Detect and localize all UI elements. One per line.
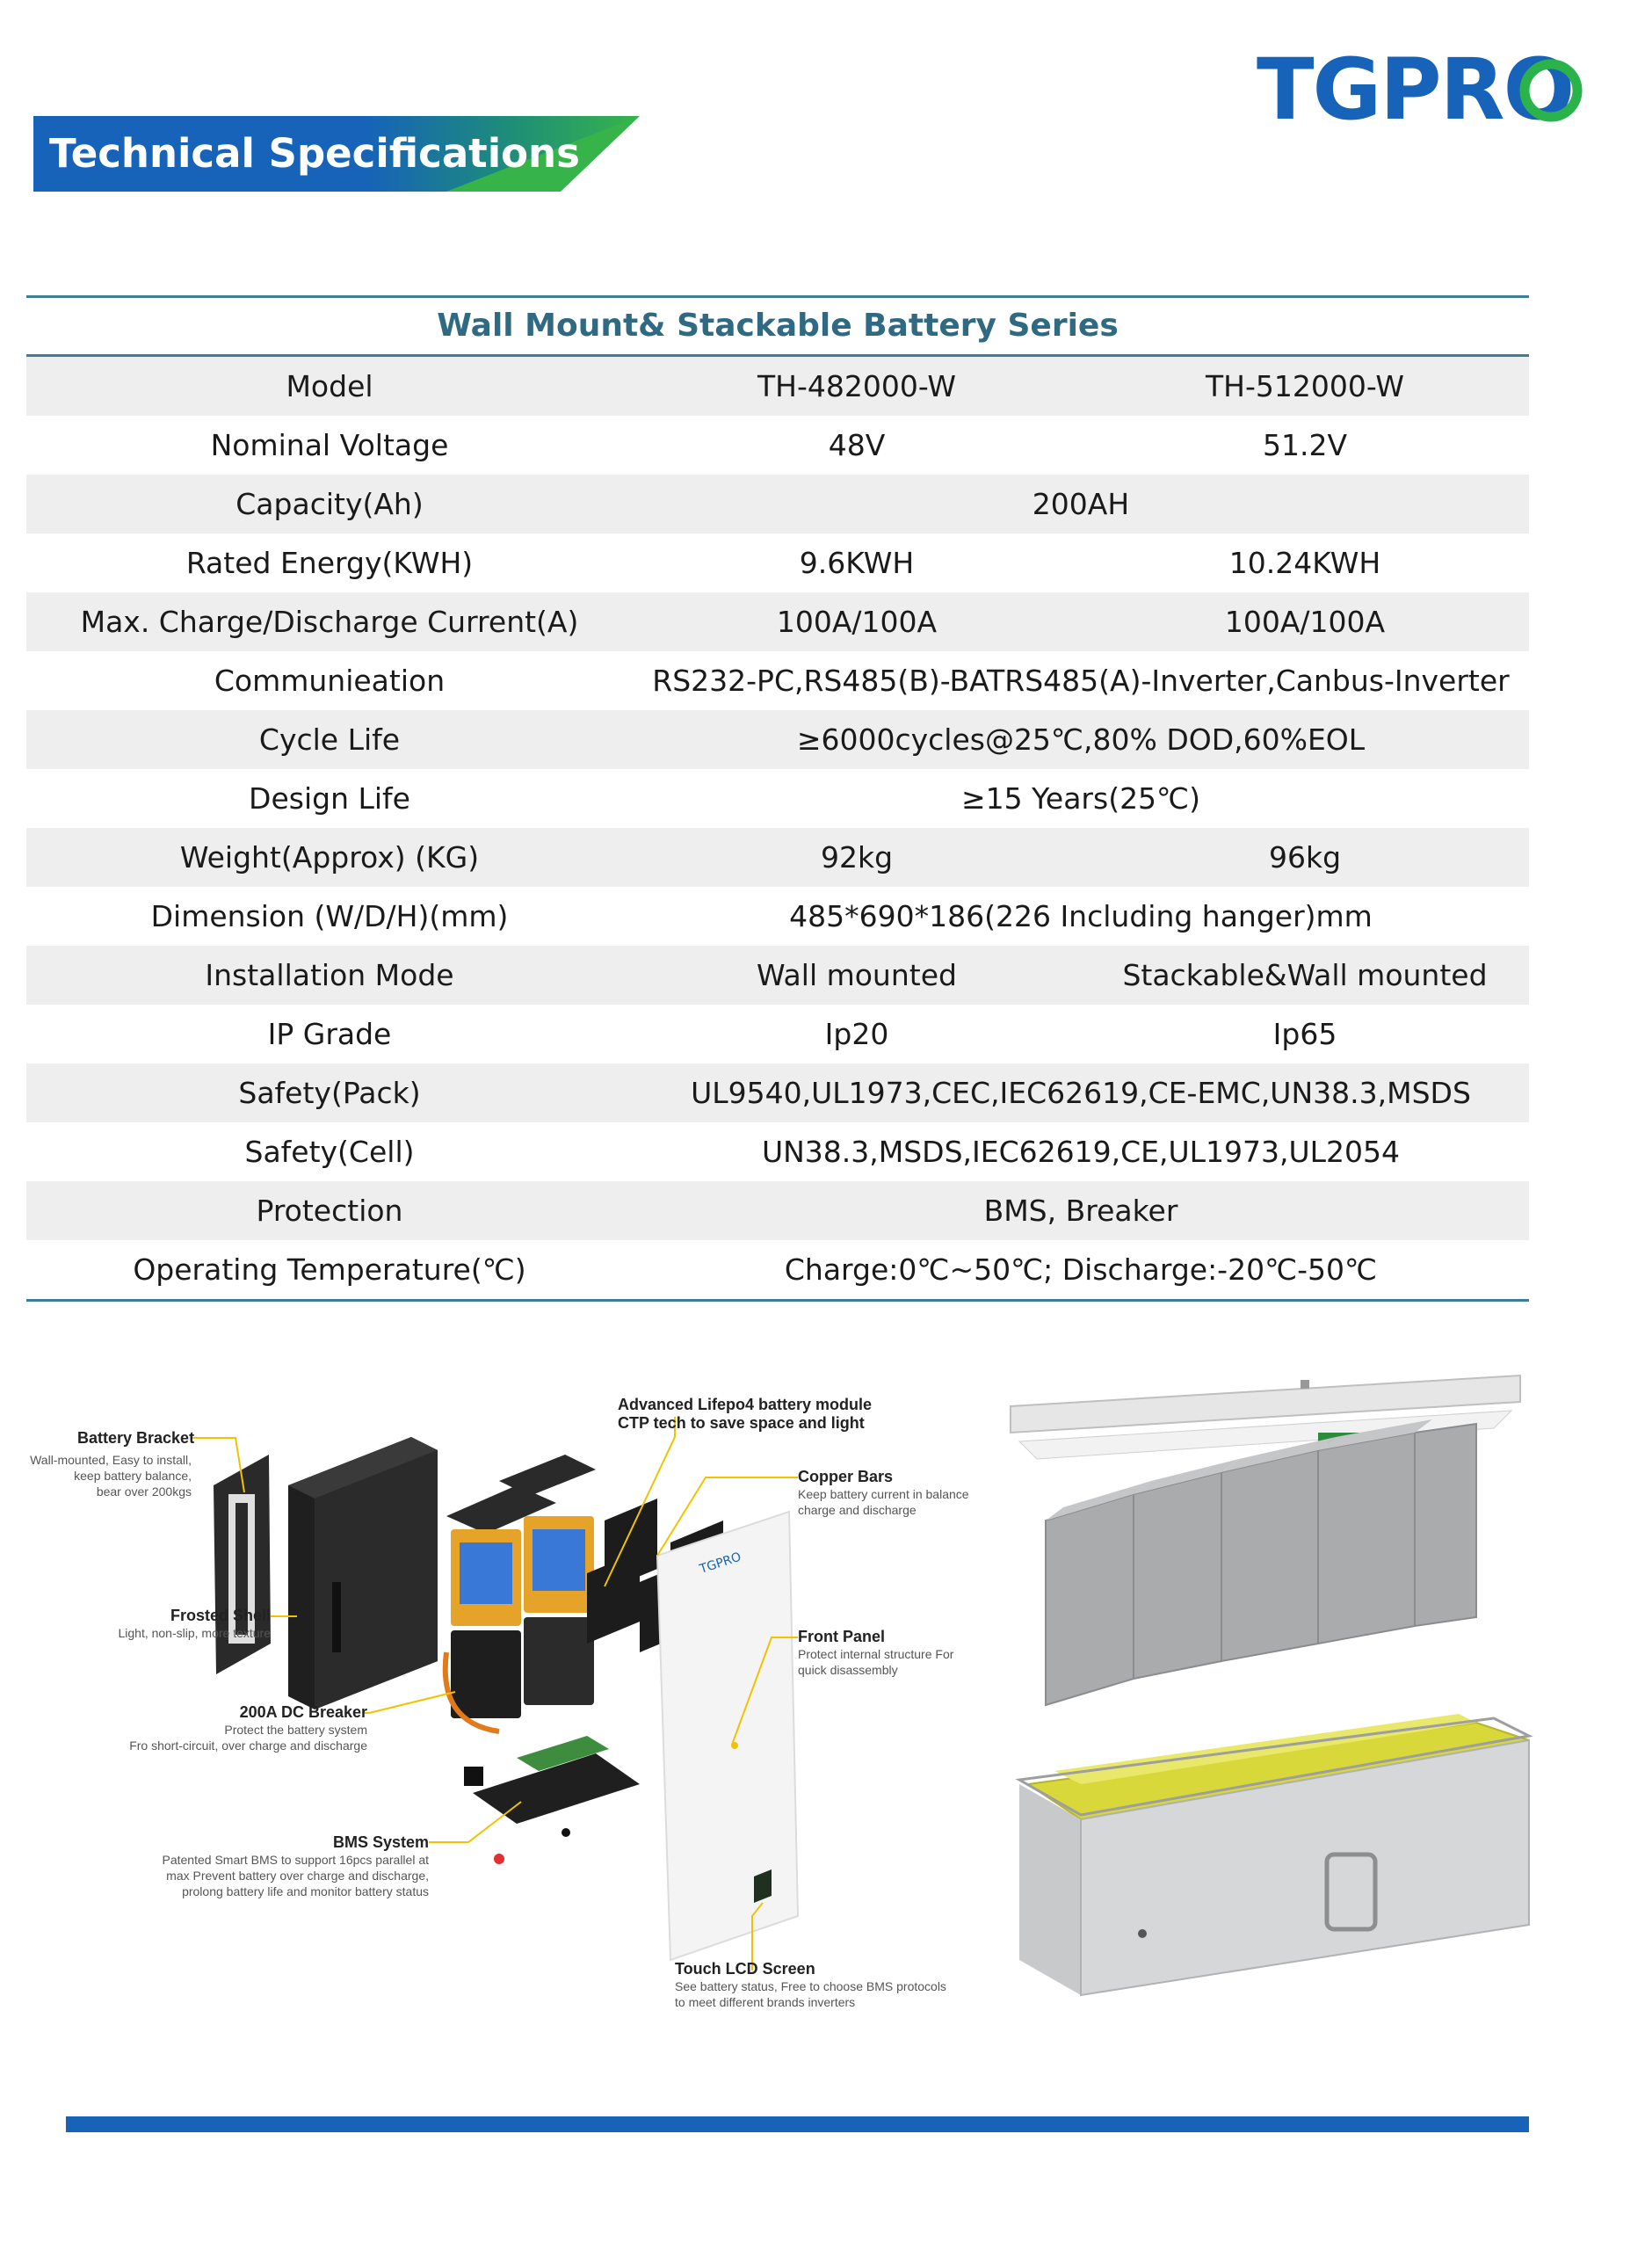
callout-title: Copper Bars [798,1468,894,1485]
callout-title: 200A DC Breaker [239,1703,367,1721]
battery-bracket-illustration [214,1455,271,1674]
table-bottom-rule [26,1299,1529,1302]
row-value-shared: ≥6000cycles@25℃,80% DOD,60%EOL [796,722,1366,757]
table-row [26,651,1529,710]
row-label: Weight(Approx) (KG) [179,840,480,875]
row-value-shared: 200AH [1032,487,1130,521]
row-value-model-b: 96kg [1268,840,1342,875]
callout-desc-line: Fro short-circuit, over charge and discharge [129,1738,367,1753]
row-label: Communieation [214,664,446,698]
table-row [26,1005,1529,1063]
row-label: Installation Mode [205,958,454,992]
table-row [26,1122,1529,1181]
panel-logo: TGPRO [698,1550,743,1577]
table-row [26,1240,1529,1299]
callout-dc-breaker [77,1703,367,1753]
callout-desc-line: bear over 200kgs [96,1484,192,1499]
row-label: Nominal Voltage [210,428,449,462]
table-row [26,769,1529,828]
row-value-model-b: Ip65 [1272,1017,1337,1051]
frosted-shell-illustration [288,1437,438,1709]
row-value-model-b: TH-512000-W [1205,369,1405,403]
callout-battery-module [618,1396,881,1433]
callout-title: Touch LCD Screen [675,1960,815,1978]
row-value-model-a: 9.6KWH [799,546,915,580]
callout-desc-line: Protect internal structure For [798,1647,954,1661]
callout-title: CTP tech to save space and light [618,1414,865,1432]
exploded-battery-diagram [25,1389,1000,2021]
row-value-shared: UL9540,UL1973,CEC,IEC62619,CE-EMC,UN38.3,MSDS [691,1076,1471,1110]
table-row [26,592,1529,651]
row-label: Safety(Cell) [244,1135,415,1169]
callout-desc-line: Wall-mounted, Easy to install, [30,1453,192,1467]
callout-title: Battery Bracket [77,1429,195,1447]
row-value-model-a: 48V [828,428,886,462]
table-row [26,533,1529,592]
callout-battery-bracket-desc [25,1452,192,1499]
table-body [26,357,1529,1299]
row-label: Model [286,369,373,403]
footer-bar [66,2116,1529,2132]
callout-desc-line: Patented Smart BMS to support 16pcs parallel at [162,1853,429,1867]
table-title: Wall Mount& Stackable Battery Series [437,308,1119,344]
bms-board-illustration [464,1736,640,1864]
row-label: Safety(Pack) [238,1076,421,1110]
table-row [26,946,1529,1005]
row-value-shared: Charge:0℃~50℃; Discharge:-20℃-50℃ [784,1252,1378,1287]
row-value-shared: RS232-PC,RS485(B)-BATRS485(A)-Inverter,Canbus-Inverter [652,664,1510,698]
row-label: Max. Charge/Discharge Current(A) [80,605,579,639]
row-value-model-a: Ip20 [824,1017,889,1051]
callout-desc-line: keep battery balance, [74,1469,192,1483]
row-value-shared: BMS, Breaker [983,1194,1178,1228]
row-value-model-b: 100A/100A [1224,605,1386,639]
callout-copper-bars [798,1468,1000,1518]
callout-frosted-shell [104,1607,271,1641]
callout-desc-line: quick disassembly [798,1663,898,1677]
callout-battery-bracket [77,1429,195,1448]
callout-bms-system [112,1833,429,1899]
table-row [26,416,1529,475]
callout-desc-line: Light, non-slip, more texture [118,1626,271,1640]
table-row [26,710,1529,769]
row-label: Rated Energy(KWH) [185,546,474,580]
row-label: Design Life [249,781,410,816]
table-row [26,1181,1529,1240]
row-value-model-a: 100A/100A [776,605,938,639]
row-value-model-a: TH-482000-W [757,369,957,403]
row-label: Capacity(Ah) [235,487,424,521]
callout-title: Front Panel [798,1628,886,1645]
row-value-shared: UN38.3,MSDS,IEC62619,CE,UL1973,UL2054 [761,1135,1401,1169]
callout-desc-line: max Prevent battery over charge and discharge, [166,1869,429,1883]
callout-desc-line: to meet different brands inverters [675,1995,856,2009]
table-row [26,357,1529,416]
spec-table [26,295,1529,1302]
callout-title: Frosted Shell [170,1607,271,1624]
logo-text: TGPRO [1257,40,1574,136]
page-title: Technical Specifications [49,130,580,177]
table-row [26,1063,1529,1122]
front-panel-illustration [657,1512,798,1960]
tgpro-logo [1257,40,1590,136]
callout-title: BMS System [332,1833,429,1851]
callout-desc-line: See battery status, Free to choose BMS protocols [675,1979,946,1993]
row-value-shared: ≥15 Years(25℃) [961,781,1200,816]
row-label: Dimension (W/D/H)(mm) [150,899,509,933]
battery-module-illustration [446,1516,594,1731]
callout-desc-line: Keep battery current in balance [798,1487,969,1501]
callout-front-panel [798,1628,1000,1678]
row-label: Cycle Life [258,722,401,757]
row-value-model-b: 10.24KWH [1228,546,1381,580]
table-row [26,828,1529,887]
row-label: IP Grade [267,1017,392,1051]
row-label: Protection [256,1194,403,1228]
battery-internal-illustration [1002,1327,1547,2013]
callout-title: Advanced Lifepo4 battery module [618,1396,873,1413]
callout-desc-line: prolong battery life and monitor battery status [182,1884,429,1898]
callout-touch-lcd [675,1960,1000,2010]
callout-desc-line: Protect the battery system [224,1723,367,1737]
callout-desc-line: charge and discharge [798,1503,917,1517]
row-value-model-b: 51.2V [1262,428,1348,462]
row-value-model-b: Stackable&Wall mounted [1122,958,1488,992]
row-value-model-a: Wall mounted [757,958,957,992]
row-value-shared: 485*690*186(226 Including hanger)mm [789,899,1373,933]
row-label: Operating Temperature(℃) [133,1252,526,1287]
row-value-model-a: 92kg [820,840,894,875]
table-row [26,475,1529,533]
table-row [26,887,1529,946]
